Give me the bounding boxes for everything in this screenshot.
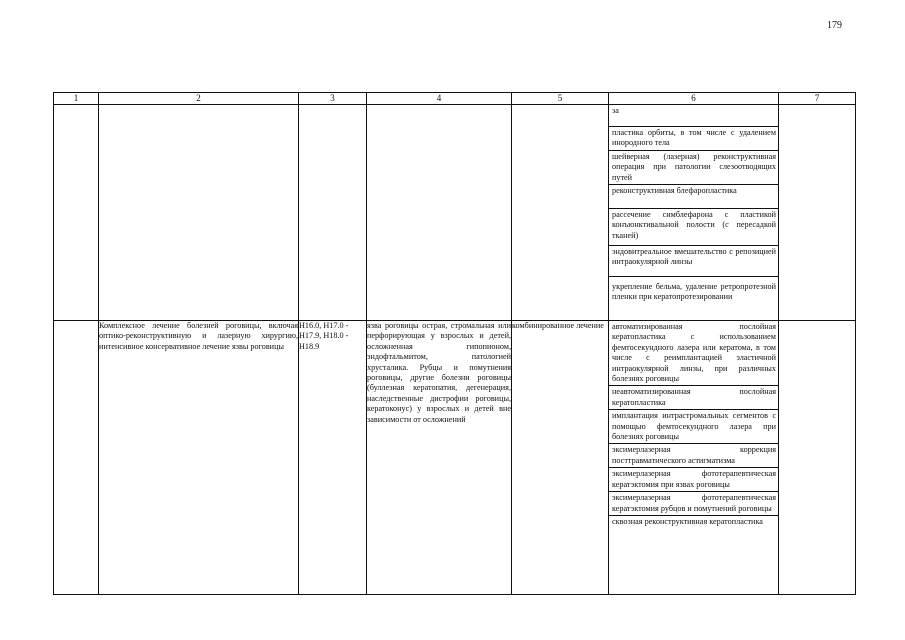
column-header-2: 2: [99, 93, 299, 105]
row-1-treatment-type-cell: [512, 105, 609, 321]
procedure-item: сквозная реконструктивная кератопластика: [612, 516, 763, 526]
procedure-item: реконструктивная блефаропластика: [609, 185, 778, 209]
procedure-item: эксимерлазерная коррекция посттравматического астигматизма: [609, 444, 778, 468]
procedure-item: за: [609, 105, 778, 127]
medical-procedures-table: [53, 92, 856, 595]
row-2-diagnosis-cell: язва роговицы острая, стромальная или перфорирующая у взрослых и детей, осложненная гипопионом, эндофтальмитом, патологией хрусталика. Рубцы и помутнения роговицы, другие болезни роговицы (буллезная кератопатия, дегенерация, наследственные дистрофии роговицы, кератоконус) у взрослых и детей вне зависимости от осложнений: [367, 321, 512, 595]
procedure-item: рассечение симблефарона с пластикой конъюнктивальной полости (с пересадкой тканей): [609, 209, 778, 246]
procedure-item: неавтоматизированная послойная кератопластика: [609, 386, 778, 410]
row-1-treatment-cell: [99, 105, 299, 321]
row-1-number-cell: [54, 105, 99, 321]
column-header-6: 6: [609, 93, 779, 105]
table-row: [54, 321, 856, 595]
procedure-item: эксимерлазерная фототерапевтическая кератэктомия при язвах роговицы: [609, 468, 778, 492]
row-1-diagnosis-cell: [367, 105, 512, 321]
row-2-treatment-cell: Комплексное лечение болезней роговицы, включая оптико-реконструктивную и лазерную хирургию, интенсивное консервативное лечение язвы роговицы: [99, 321, 299, 595]
procedure-item: пластика орбиты, в том числе с удалением инородного тела: [609, 127, 778, 151]
row-1-procedures-cell: [609, 105, 779, 321]
column-header-7: 7: [779, 93, 856, 105]
procedure-item: имплантация интрастромальных сегментов с помощью фемтосекундного лазера при болезнях роговицы: [609, 410, 778, 444]
procedure-item: эксимерлазерная фототерапевтическая кератэктомия рубцов и помутнений роговицы: [609, 492, 778, 516]
row-2-number-cell: [54, 321, 99, 595]
page-number: 179: [827, 20, 842, 31]
row-1-notes-cell: [779, 105, 856, 321]
procedure-item: эндовитреальное вмешательство с репозицией интраокулярной линзы: [609, 246, 778, 277]
table-row: [54, 105, 856, 321]
row-2-notes-cell: [779, 321, 856, 595]
column-header-4: 4: [367, 93, 512, 105]
row-1-icd-code-cell: [299, 105, 367, 321]
procedure-item: укрепление бельма, удаление ретропротезной пленки при кератопротезировании: [612, 282, 776, 302]
row-2-treatment-type-cell: комбинированное лечение: [512, 321, 609, 595]
header-row: [54, 93, 856, 105]
procedure-item: автоматизированная послойная кератопластика с использованием фемтосекундного лазера или кератома, в том числе с реимплантацией эластичной интраокулярной линзы, при различных болезнях роговицы: [609, 321, 778, 386]
row-2-procedures-cell: [609, 321, 779, 595]
row-2-icd-code-cell: H16.0, H17.0 - H17.9, H18.0 - H18.9: [299, 321, 367, 595]
procedure-item: шейверная (лазерная) реконструктивная операция при патологии слезоотводящих путей: [609, 151, 778, 185]
column-header-3: 3: [299, 93, 367, 105]
column-header-1: 1: [54, 93, 99, 105]
column-header-5: 5: [512, 93, 609, 105]
